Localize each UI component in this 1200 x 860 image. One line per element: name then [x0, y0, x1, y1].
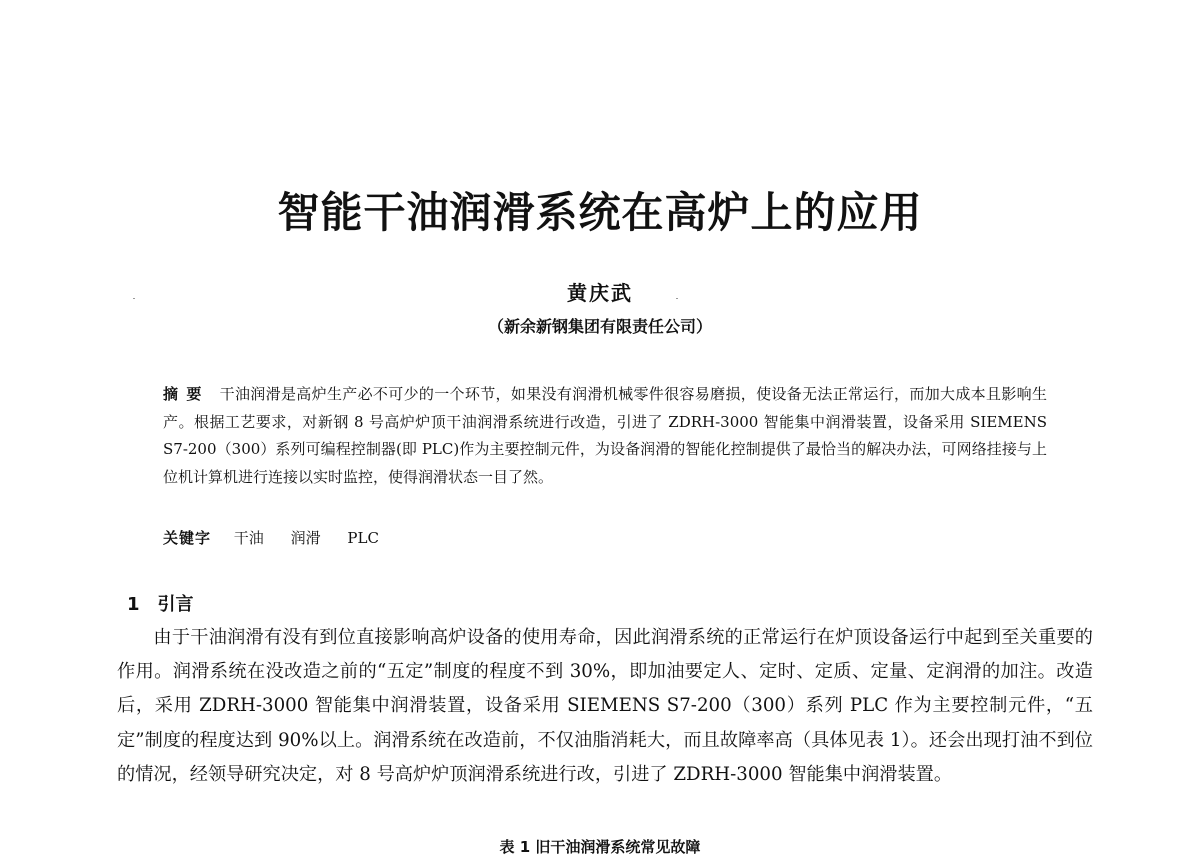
abstract-label: 摘要 [163, 385, 210, 403]
keyword-item: PLC [347, 529, 379, 547]
keyword-item: 干油 [233, 529, 264, 547]
author-name: 黄庆武 [567, 281, 633, 305]
paper-title: 智能干油润滑系统在高炉上的应用 [277, 188, 923, 237]
scan-speck [676, 298, 678, 299]
keyword-item: 润滑 [290, 529, 321, 547]
body-paragraph: 由于干油润滑有没有到位直接影响高炉设备的使用寿命，因此润滑系统的正常运行在炉顶设备运行中起到至关重要的作用。润滑系统在没改造之前的“五定”制度的程度不到 30%，即加油要定人、定时、定质、定量、定润滑的加注。改造后，采用 ZDRH-3000 智能集中润滑装置，设备采用 SIEMENS S7-200（300）系列 PLC 作为主要控制元件，“五定”制度的程度达到 90%以上。润滑系统在改造前，不仅油脂消耗大，而且故障率高（具体见表 1）。还会出现打油不到位的情况，经领导研究决定，对 8 号高炉炉顶润滑系统进行改，引进了 ZDRH-3000 智能集中润滑装置。 [117, 627, 1093, 785]
keywords-label: 关键字 [163, 529, 212, 547]
section-number: 1 [127, 594, 140, 615]
section-heading [127, 591, 194, 619]
abstract-block [163, 381, 1047, 491]
table-caption: 表 1 旧干油润滑系统常见故障 [499, 838, 701, 856]
scan-speck [133, 298, 135, 299]
abstract-text: 干油润滑是高炉生产必不可少的一个环节，如果没有润滑机械零件很容易磨损，使设备无法正常运行，而加大成本且影响生产。根据工艺要求，对新钢 8 号高炉炉顶干油润滑系统进行改造，引进了 ZDRH-3000 智能集中润滑装置，设备采用 SIEMENS S7-200（300）系列可编程控制器(即 PLC)作为主要控制元件，为设备润滑的智能化控制提供了最恰当的解决办法，可网络挂接与上位机计算机进行连接以实时监控，使得润滑状态一目了然。 [163, 385, 1047, 486]
section-title: 引言 [157, 594, 194, 615]
keywords-block [163, 525, 1047, 552]
author-affiliation: （新余新钢集团有限责任公司） [487, 317, 712, 336]
